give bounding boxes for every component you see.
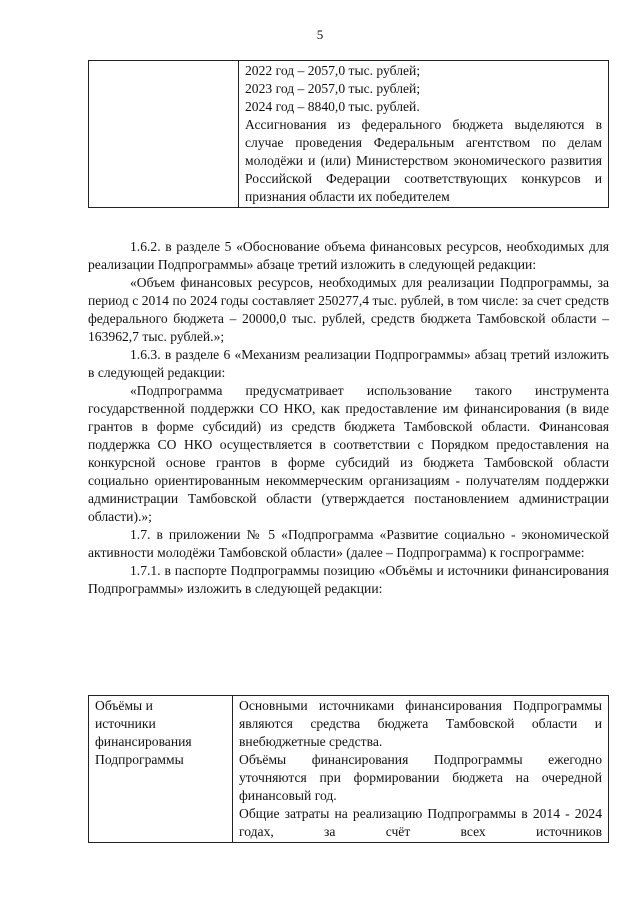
paragraph-quote-mechanism: «Подпрограмма предусматривает использование такого инструмента государственной поддержки СО НКО, как предоставление им финансирования (в виде грантов в форме субсидий) из средств бюджета Тамбовской области. Финансовая поддержка СО НКО осуществляется в соответствии с Порядком предоставления на конкурсной основе грантов в форме субсидий из бюджета Тамбовской области социально ориентированным некоммерческим организациям - получателям поддержки администрации Тамбовской области (утверждается постановлением администрации области).»; — [88, 383, 609, 524]
paragraph-1-6-3: 1.6.3. в разделе 6 «Механизм реализации Подпрограммы» абзац третий изложить в следующей редакции: — [88, 347, 609, 380]
paragraph-1-7-1: 1.7.1. в паспорте Подпрограммы позицию «Объёмы и источники финансирования Подпрограммы» изложить в следующей редакции: — [88, 563, 609, 596]
funding-sources-table — [88, 695, 609, 843]
paragraph-1-6-2: 1.6.2. в разделе 5 «Обоснование объема финансовых ресурсов, необходимых для реализации Подпрограммы» абзаце третий изложить в следующей редакции: — [88, 239, 609, 272]
table-right-cell — [239, 61, 609, 208]
label-line: Подпрограммы — [95, 752, 184, 767]
paragraph-1-7: 1.7. в приложении № 5 «Подпрограмма «Развитие социально - экономической активности молодёжи Тамбовской области» (далее – Подпрограмма) к госпрограмме: — [88, 527, 609, 560]
year-line: 2022 год – 2057,0 тыс. рублей; — [245, 63, 421, 78]
document-body — [88, 238, 609, 598]
year-line: 2024 год – 8840,0 тыс. рублей. — [245, 99, 420, 114]
table-row — [89, 696, 609, 843]
funding-paragraph: Объёмы финансирования Подпрограммы ежегодно уточняются при формировании бюджета на очередной финансовый год. — [239, 752, 602, 803]
table-row — [89, 61, 609, 208]
federal-allocation-text: Ассигнования из федерального бюджета выделяются в случае проведения Федеральным агентством по делам молодёжи и (или) Министерством экономического развития Российской Федерации соответствующих конкурсов и признания области их победителем — [245, 117, 602, 204]
funding-paragraph: Основными источниками финансирования Подпрограммы являются средства бюджета Тамбовской области и внебюджетные средства. — [239, 698, 602, 749]
label-line: источники — [95, 716, 156, 731]
funding-text-cell — [233, 696, 609, 843]
funding-paragraph: Общие затраты на реализацию Подпрограммы в 2014 - 2024 годах, за счёт всех источников — [239, 806, 602, 839]
budget-years-table — [88, 60, 609, 208]
page-number: 5 — [316, 27, 324, 42]
label-line: финансирования — [95, 734, 192, 749]
funding-label-cell — [89, 696, 233, 843]
paragraph-quote-volume: «Объем финансовых ресурсов, необходимых для реализации Подпрограммы, за период с 2014 по 2024 годы составляет 250277,4 тыс. рублей, в том числе: за счет средств федерального бюджета – 20000,0 тыс. рублей, средств бюджета Тамбовской области – 163962,7 тыс. рублей.»; — [88, 275, 609, 344]
label-line: Объёмы и — [95, 698, 153, 713]
table-left-cell — [89, 61, 239, 208]
year-line: 2023 год – 2057,0 тыс. рублей; — [245, 81, 421, 96]
